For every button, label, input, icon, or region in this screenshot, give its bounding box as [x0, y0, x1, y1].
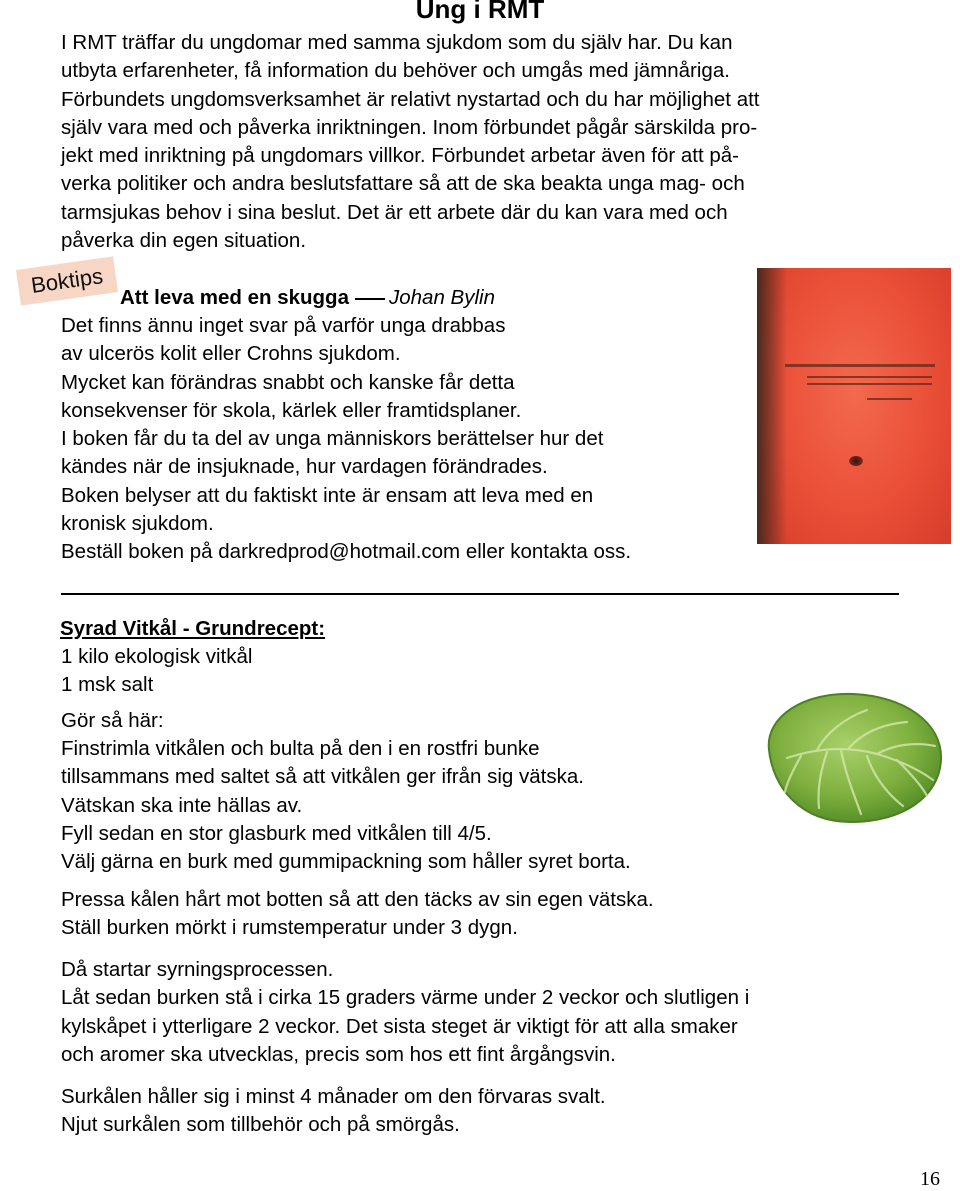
- book-line: konsekvenser för skola, kärlek eller framtidsplaner.: [61, 398, 522, 422]
- page-title: Ung i RMT: [415, 0, 545, 24]
- cover-text-line: [785, 364, 935, 367]
- section-divider: [61, 593, 899, 595]
- recipe-steps-c: [61, 956, 921, 1069]
- recipe-step: Njut surkålen som tillbehör och på smörgås.: [61, 1113, 460, 1137]
- cabbage-illustration: [757, 688, 945, 826]
- book-line: kronisk sjukdom.: [61, 512, 214, 536]
- recipe-step: Fyll sedan en stor glasburk med vitkålen till 4/5.: [61, 821, 492, 845]
- cover-text-line: [807, 383, 932, 385]
- intro-line: I RMT träffar du ungdomar med samma sjukdom som du själv har. Du kan: [61, 31, 733, 54]
- intro-line: Förbundets ungdomsverksamhet är relativt nystartad och du har möjlighet att: [61, 87, 760, 111]
- cover-navel-shadow: [849, 456, 863, 466]
- intro-line: påverka din egen situation.: [61, 229, 307, 253]
- boktips-badge: Boktips: [16, 256, 118, 305]
- book-line: av ulcerös kolit eller Crohns sjukdom.: [61, 342, 401, 366]
- recipe-step: Välj gärna en burk med gummipackning som håller syret borta.: [61, 850, 631, 874]
- book-title: Att leva med en skugga: [120, 286, 349, 309]
- dash-divider: [355, 298, 385, 300]
- intro-line: utbyta erfarenheter, få information du behöver och umgås med jämnåriga.: [61, 59, 730, 83]
- recipe-title: Syrad Vitkål - Grundrecept:: [60, 617, 326, 640]
- recipe-step: Surkålen håller sig i minst 4 månader om den förvaras svalt.: [61, 1085, 606, 1108]
- ingredient-item: 1 msk salt: [61, 673, 154, 697]
- recipe-steps-d: [61, 1083, 921, 1140]
- recipe-step: kylskåpet i ytterligare 2 veckor. Det sista steget är viktigt för att alla smaker: [61, 1014, 738, 1038]
- intro-line: tarmsjukas behov i sina beslut. Det är ett arbete där du kan vara med och: [61, 200, 728, 224]
- intro-line: verka politiker och andra beslutsfattare så att de ska beakta unga mag- och: [61, 172, 745, 196]
- recipe-step: Låt sedan burken stå i cirka 15 graders värme under 2 veckor och slutligen i: [61, 986, 750, 1010]
- recipe-step: tillsammans med saltet så att vitkålen ger ifrån sig vätska.: [61, 765, 584, 789]
- recipe-step: Pressa kålen hårt mot botten så att den täcks av sin egen vätska.: [61, 888, 654, 911]
- book-line: Det finns ännu inget svar på varför unga drabbas: [61, 314, 506, 337]
- book-cover-image: [757, 268, 951, 544]
- recipe-step: och aromer ska utvecklas, precis som hos ett fint årgångsvin.: [61, 1042, 616, 1066]
- book-line: Beställ boken på darkredprod@hotmail.com eller kontakta oss.: [61, 540, 632, 564]
- recipe-howto-heading: Gör så här:: [61, 709, 164, 732]
- intro-paragraph: [61, 29, 921, 255]
- recipe-step: Finstrimla vitkålen och bulta på den i en rostfri bunke: [61, 737, 540, 760]
- page-number: 16: [920, 1168, 940, 1190]
- book-line: Boken belyser att du faktiskt inte är ensam att leva med en: [61, 483, 594, 507]
- recipe-step: Då startar syrningsprocessen.: [61, 958, 334, 981]
- cover-spine-shadow: [757, 268, 787, 544]
- recipe-step: Vätskan ska inte hällas av.: [61, 793, 303, 817]
- book-author: Johan Bylin: [388, 286, 495, 309]
- intro-line: jekt med inriktning på ungdomars villkor. Förbundet arbetar även för att på-: [61, 144, 739, 168]
- recipe-steps-b: [61, 886, 921, 943]
- cover-text-line: [867, 398, 912, 400]
- intro-line: själv vara med och påverka inriktningen. Inom förbundet pågår särskilda pro-: [61, 115, 758, 139]
- recipe-step: Ställ burken mörkt i rumstemperatur under 3 dygn.: [61, 916, 518, 940]
- book-line: Mycket kan förändras snabbt och kanske får detta: [61, 370, 515, 394]
- ingredient-item: 1 kilo ekologisk vitkål: [61, 645, 253, 668]
- book-line: I boken får du ta del av unga människors berättelser hur det: [61, 427, 604, 451]
- book-line: kändes när de insjuknade, hur vardagen förändrades.: [61, 455, 548, 479]
- book-title-row: [120, 284, 495, 312]
- cover-text-line: [807, 376, 932, 378]
